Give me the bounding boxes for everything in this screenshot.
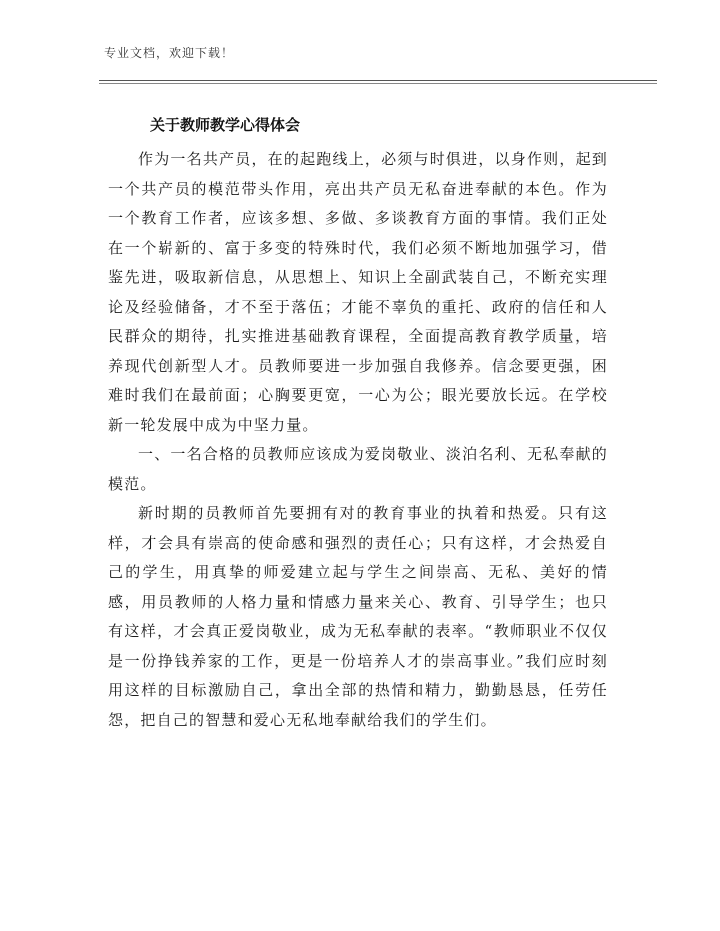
header-note: 专业文档，欢迎下载！ [104, 46, 235, 60]
header-divider [99, 80, 657, 81]
document-title: 关于教师教学心得体会 [150, 116, 301, 134]
header-divider-secondary [99, 83, 657, 84]
paragraph-intro: 作为一名共产员，在的起跑线上，必须与时俱进，以身作则，起到一个共产员的模范带头作用，亮出共产员无私奋进奉献的本色。作为一个教育工作者，应该多想、多做、多谈教育方面的事情。我们正处在一个崭新的、富于多变的特殊时代，我们必须不断地加强学习，借鉴先进，吸取新信息，从思想上、知识上全副武装自己，不断充实理论及经验储备，才不至于落伍；才能不辜负的重托、政府的信任和人民群众的期待，扎实推进基础教育课程，全面提高教育教学质量，培养现代创新型人才。员教师要进一步加强自我修养。信念要更强，困难时我们在最前面；心胸要更宽，一心为公；眼光要放长远。在学校新一轮发展中成为中坚力量。 [108, 150, 608, 434]
document-body [108, 145, 608, 735]
paragraph-section-heading: 一、一名合格的员教师应该成为爱岗敬业、淡泊名利、无私奉献的模范。 [108, 445, 608, 493]
paragraph-body: 新时期的员教师首先要拥有对的教育事业的执着和热爱。只有这样，才会具有崇高的使命感和强烈的责任心；只有这样，才会热爱自己的学生，用真挚的师爱建立起与学生之间崇高、无私、美好的情感，用员教师的人格力量和情感力量来关心、教育、引导学生；也只有这样，才会真正爱岗敬业，成为无私奉献的表率。“教师职业不仅仅是一份挣钱养家的工作，更是一份培养人才的崇高事业。”我们应时刻用这样的目标激励自己，拿出全部的热情和精力，勤勤恳恳，任劳任怨，把自己的智慧和爱心无私地奉献给我们的学生们。 [108, 504, 608, 729]
